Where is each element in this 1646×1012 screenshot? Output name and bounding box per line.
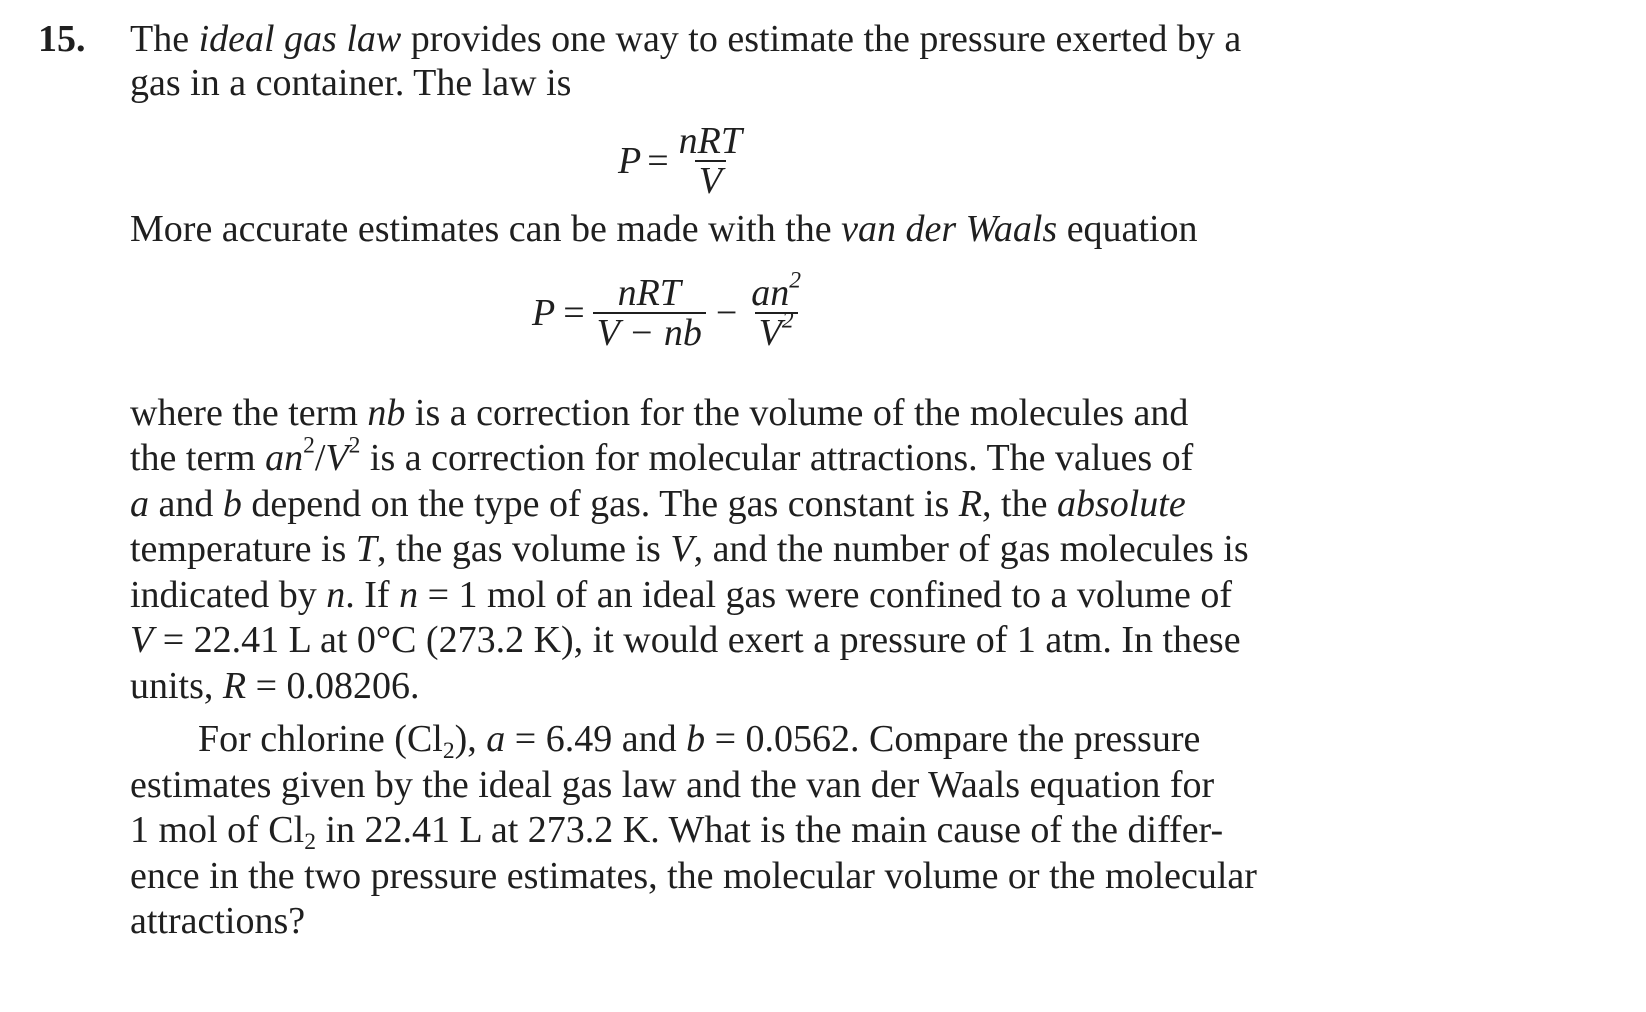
text-line-8: indicated by n. If n = 1 mol of an ideal gas were confined to a volume of (130, 574, 1232, 616)
math-var: b (222, 483, 242, 525)
text: More accurate estimates can be made with the (130, 208, 842, 250)
text-line-5: the term $an^2/V^2$ is a correction for molecular attractions. The values of (130, 432, 1194, 479)
math-var: a (486, 718, 506, 760)
numerator: nRT (678, 120, 743, 162)
text-line-4: where the term nb is a correction for the volume of the molecules and (130, 392, 1189, 434)
text: The (130, 18, 199, 60)
math-var: R (222, 665, 247, 707)
equation-lhs: P (532, 292, 556, 334)
text: equation (1057, 208, 1198, 250)
text-line-14: ence in the two pressure estimates, the molecular volume or the molecular (130, 855, 1257, 897)
text: provides one way to estimate the pressure exerted by a (401, 18, 1242, 60)
math-var: V (670, 528, 694, 570)
equals-sign: = (563, 292, 585, 334)
text-line-2: gas in a container. The law is (130, 62, 572, 104)
text-line-10: units, R = 0.08206. (130, 665, 420, 707)
text-line-1 (130, 16, 1241, 62)
text-line-3 (130, 206, 1198, 252)
text-line-15: attractions? (130, 900, 306, 942)
math-var: V (130, 619, 154, 661)
equation-lhs: P (618, 140, 642, 182)
numerator: $an^2$ (751, 267, 802, 314)
problem-number: 15. (38, 18, 86, 60)
emphasis-text: absolute (1056, 483, 1186, 525)
math-var: T (355, 528, 377, 570)
emphasis-text: van der Waals (841, 208, 1058, 250)
numerator: nRT (617, 272, 681, 314)
fraction-volume-term (593, 274, 706, 352)
ideal-gas-equation (618, 122, 746, 200)
denominator: V − nb (593, 312, 706, 352)
math-var: b (686, 718, 706, 760)
text-line-12: estimates given by the ideal gas law and the van der Waals equation for (130, 764, 1215, 806)
denominator: V (695, 160, 726, 200)
math-var: nb (367, 392, 406, 434)
math-var: V (325, 437, 349, 479)
math-var: n (326, 574, 346, 616)
text-line-7: temperature is T, the gas volume is V, and the number of gas molecules is (130, 528, 1249, 570)
text-line-13: 1 mol of $Cl_2$ in 22.41 L at 273.2 K. What is the main cause of the differ- (130, 809, 1224, 856)
text-line-11: For chlorine $(Cl_2)$, a = 6.49 and b = 0.0562. Compare the pressure (198, 718, 1201, 765)
text-line-6: a and b depend on the type of gas. The gas constant is R, the absolute (130, 483, 1186, 525)
fraction (675, 122, 746, 200)
equals-sign: = (647, 140, 669, 182)
minus-sign: − (715, 292, 738, 334)
math-var: n (399, 574, 419, 616)
math-var: an (265, 437, 304, 479)
emphasis-text: ideal gas law (198, 18, 402, 60)
denominator: $V^2$ (755, 312, 798, 352)
math-var: a (130, 483, 149, 525)
math-var: R (958, 483, 983, 525)
van-der-waals-equation (532, 267, 805, 354)
fraction-attraction-term (747, 267, 805, 354)
text-line-9: V = 22.41 L at 0°C (273.2 K), it would exert a pressure of 1 atm. In these (130, 619, 1241, 661)
